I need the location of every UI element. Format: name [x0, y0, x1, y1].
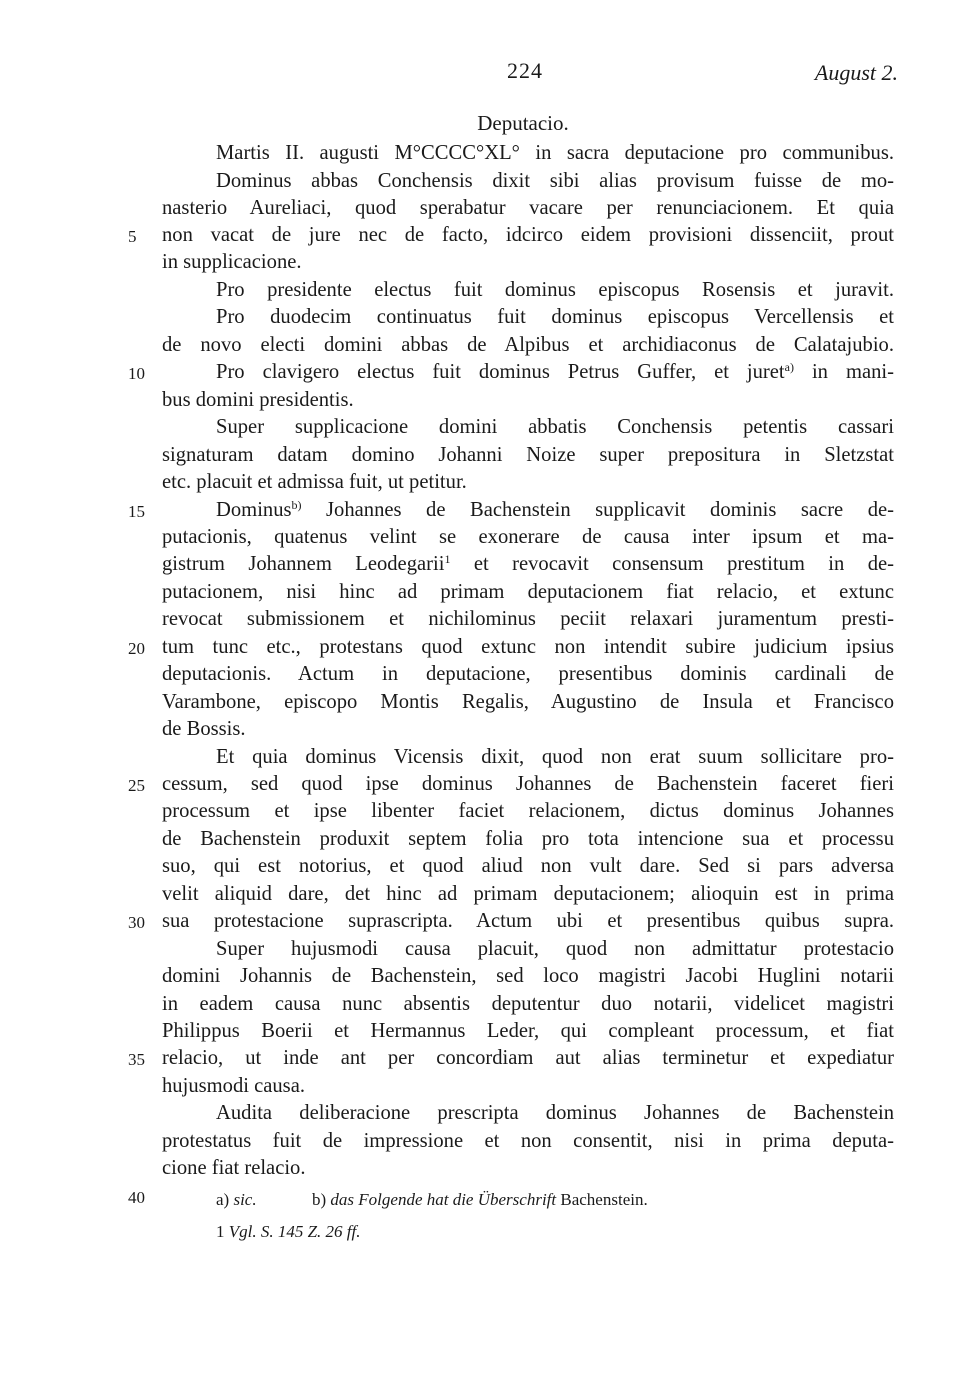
text-line: domini Johannis de Bachenstein, sed loco magistri Jacobi Huglini notarii	[162, 965, 894, 987]
margin-number: 20	[128, 639, 145, 658]
line-text: et revocavit consensum prestitum in de-	[450, 553, 894, 575]
footnote-marker-1: 1	[444, 552, 451, 566]
text-line: bus domini presidentis.	[162, 389, 354, 411]
text-line: Super hujusmodi causa placuit, quod non admittatur protestacio	[216, 938, 894, 960]
text-line: etc. placuit et admissa fuit, ut petitur.	[162, 471, 467, 493]
footnote-label: a)	[216, 1190, 230, 1209]
footnote-text: Bachenstein.	[560, 1190, 648, 1209]
margin-number: 40	[128, 1188, 145, 1207]
text-line: non vacat de jure nec de facto, idcirco eidem provisioni dissenciit, prout	[162, 224, 894, 246]
footnote-marker-b: b)	[291, 498, 302, 512]
footnote-text: sic.	[233, 1190, 257, 1209]
text-line: Et quia dominus Vicensis dixit, quod non erat suum sollicitare pro-	[216, 746, 894, 768]
footnote-text: das Folgende hat die Überschrift	[330, 1190, 557, 1209]
text-line: signaturam datam domino Johanni Noize super prepositura in Sletzstat	[162, 444, 894, 466]
text-line: tum tunc etc., protestans quod extunc non intendit subire judicium ipsius	[162, 636, 894, 658]
running-head: August 2.	[814, 60, 898, 85]
footnote-label: 1	[216, 1222, 225, 1241]
text-line: deputacionis. Actum in deputacione, presentibus dominis cardinali de	[162, 663, 894, 685]
text-line: de novo electi domini abbas de Alpibus et archidiaconus de Calatajubio.	[162, 334, 894, 356]
text-line	[162, 551, 894, 578]
text-line: revocat submissionem et nichilominus peciit relaxari juramentum presti-	[162, 608, 894, 630]
text-line: in eadem causa nunc absentis deputentur duo notarii, videlicet magistri	[162, 993, 894, 1015]
text-line: Martis II. augusti M°CCCC°XL° in sacra deputacione pro communibus.	[216, 142, 894, 164]
text-line: Pro duodecim continuatus fuit dominus episcopus Vercellensis et	[216, 306, 894, 328]
text-line: Pro presidente electus fuit dominus episcopus Rosensis et juravit.	[216, 279, 894, 301]
footnote-text: Vgl. S. 145 Z. 26 ff.	[228, 1222, 361, 1241]
text-line: protestatus fuit de impressione et non consentit, nisi in prima deputa-	[162, 1130, 894, 1152]
text-line: suo, qui est notorius, et quod aliud non vult dare. Sed si pars adversa	[162, 855, 894, 877]
text-line: cione fiat relacio.	[162, 1157, 306, 1179]
line-text: Dominus	[216, 499, 292, 521]
page-number: 224	[507, 58, 543, 83]
line-text: Pro clavigero electus fuit dominus Petrus Guffer, et juret	[216, 361, 785, 383]
text-line: Dominus abbas Conchensis dixit sibi alias provisum fuisse de mo-	[216, 170, 894, 192]
text-line: Varambone, episcopo Montis Regalis, Augustino de Insula et Francisco	[162, 691, 894, 713]
section-heading: Deputacio.	[477, 111, 569, 135]
footnote-label: b)	[312, 1190, 327, 1209]
text-line: sua protestacione suprascripta. Actum ubi et presentibus quibus supra.	[162, 910, 894, 932]
text-line: de Bachenstein produxit septem folia pro tota intencione sua et processu	[162, 828, 894, 850]
footnote-1	[216, 1222, 361, 1242]
text-line: processum et ipse libenter faciet relacionem, dictus dominus Johannes	[162, 800, 894, 822]
margin-number: 5	[128, 227, 137, 246]
text-line: putacionem, nisi hinc ad primam deputacionem fiat relacio, et extunc	[162, 581, 894, 603]
text-line: de Bossis.	[162, 718, 246, 740]
footnote-a	[216, 1190, 257, 1210]
margin-number: 15	[128, 502, 145, 521]
line-text: gistrum Johannem Leodegarii	[162, 553, 445, 575]
margin-number: 25	[128, 776, 145, 795]
text-line: nasterio Aureliaci, quod sperabatur vacare per renunciacionem. Et quia	[162, 197, 894, 219]
margin-number: 35	[128, 1050, 145, 1069]
footnote-b	[312, 1190, 648, 1210]
text-line: cessum, sed quod ipse dominus Johannes de Bachenstein faceret fieri	[162, 773, 894, 795]
text-line: hujusmodi causa.	[162, 1075, 305, 1097]
text-line: Audita deliberacione prescripta dominus Johannes de Bachenstein	[216, 1102, 894, 1124]
text-line: relacio, ut inde ant per concordiam aut alias terminetur et expediatur	[162, 1047, 894, 1069]
text-line: Philippus Boerii et Hermannus Leder, qui compleant processum, et fiat	[162, 1020, 894, 1042]
text-line: velit aliquid dare, det hinc ad primam deputacionem; alioquin est in prima	[162, 883, 894, 905]
text-line: Super supplicacione domini abbatis Conchensis petentis cassari	[216, 416, 894, 438]
text-line: in supplicacione.	[162, 251, 302, 273]
text-line	[216, 359, 894, 386]
footnote-marker-a: a)	[784, 360, 794, 374]
text-line	[216, 497, 894, 524]
text-line: putacionis, quatenus velint se exonerare de causa inter ipsum et ma-	[162, 526, 894, 548]
margin-number: 10	[128, 364, 145, 383]
line-text: Johannes de Bachenstein supplicavit dominis sacre de-	[301, 499, 894, 521]
line-text: in mani-	[793, 361, 894, 383]
margin-number: 30	[128, 913, 145, 932]
